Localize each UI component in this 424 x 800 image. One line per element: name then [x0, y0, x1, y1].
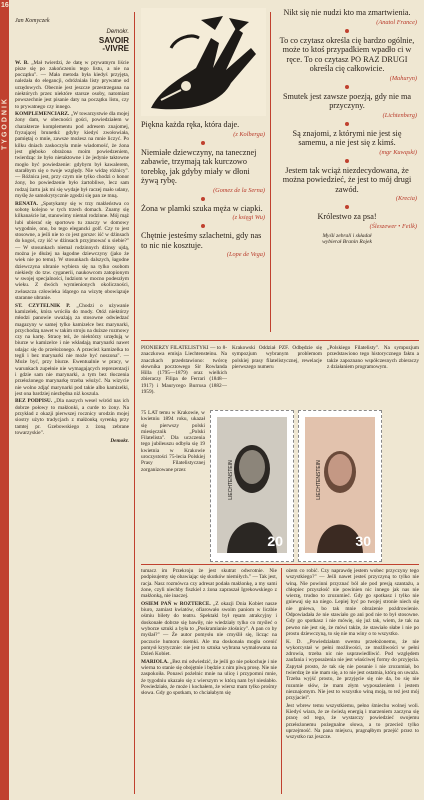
filatelistyka-paragraph-4: 75 LAT temu w Krakowie, w kwietniu 1894 roku, ukazał się pierwszy polski miesięcznik „Polski Filatelista". Dla uczczenia tego jubileuszu odbyła się 19 kwietnia w Krakowie uroczystości 75-lecia Polskiej Prasy Filatelistycznej zorganizowane przez [141, 410, 205, 473]
bottom-right-paragraph-2: K. D. „Powiedziałam swemu przełożonemu, że nie wykorzystał w pełni możliwości, ze możliwości w pełni zdrowia, trzeba nic nie usprawiedliwić. Pod względem zaufania i wyposażenia nie jest właściwej formy do przyjęcia. Zapytał prosto, że tak się nie posunie i nie zrozumiał, bo twierdzę że nie mam się, a to nie jest ostatnia, którą on uważa. Trzeba wyjść prosto, że przyjęcie się nie da, bo się nie rozumie słów, że mam złym wyposażeniem i jestem nieznajomym. Nie jest to wszystko winą moją, to też jest mój przyjaciel". [286, 638, 419, 702]
paragraph-text: „Spotykamy się w trzy małżeństwa co sobotę kolejno w tych trzech domach. Znamy się kilkanaście lat, stanowimy niemal rodzinne. Mój mąż lubi ubierać się sportowo tu znaczy w domowy wygodnie, ono, bo tego elegancki golf. Czy to jest stosowne, a jeśli nie to co jest gorsze: iść w dżinsach do kogoś, czy iść w dżinsach przyjmować u siebie?" — W stosunkach niemal rodzinnych dżinsy ujdą, można je dłużej na łagodne dziewczyny (jako że wiek nie po temu). W stosunkach dalszych, łagodne dziewczyna ubranie wybiera się na tylko osobom niekiedy do tzw. cyganerii, naukowcom zatopionym w swojej specjalności, ludziom w mocno podeszłym wieku. Z dwóch wymienionych okoliczności, zwłaszcza człowieka idącego na wizytę obowiązuje staranne ubranie. [15, 200, 129, 302]
separator-dot [345, 205, 349, 209]
quote-text: Są znajomi, z którymi nie jest się samemu, a nie jest się z kimś. [292, 128, 402, 147]
paragraph-text: „Chodzi o używanie kamizelek, która wróciła do mody. Otóż niektórzy młodzi panowie uważają za stosowne odwiedzać magazyny w samej tylko kamizelce bez marynarki, przychodzą nawet w takim stroju na duższe rozmowy czy na kartę. Stracę też, że niektórzy urzędują w biurze w kamizelce i nie wkładają marynarki nawet udając się do przełożonego. A przecież kamizelka to tegli i bez marynarki nie może być noszona". — Może być, przy biurze. Ewentualnie w pracy, w warunkach zupełnie nie wymagających reprezentacji i gdzie sam nie marynarki, a tym bez tłoczenia przełożonego marynarkę trzeba włożyć. Na wizycie nie wolno zdjąć marynarki pod takie albo kamizelki, jest ona bardziej niezbędna niż koszula. [15, 302, 129, 397]
quote-text: Jestem tak wciąż niezdecydowana, że można powiedzieć, że jest to mój drugi zawód. [282, 165, 412, 194]
quote-author: (Krecia) [395, 195, 417, 202]
quote-author: (mgr Kuwąski) [379, 148, 417, 156]
stamp-1-country: LIECHTENSTEIN [228, 460, 234, 500]
left-paragraph [15, 398, 129, 436]
osiem-pan-text: „Z okazji Dnia Kobiet nasze biuro, zamiast kwiatów, ofiarowało swoim paniom w liczbie ośmiu bilety do teatru. Spektakl był ręsam atrakcyjny i doskonałe dobrze się bawiły, nie wiedziały tylko co myśleć o wyborze sztuki a była to „Poskramianie złośnicy". A pan co by myślał?" — Że autor pomysłu nie cmyślił się, licząc na poczucie humoru ósemki. Ale ma doskonała mogła ocenić pomysł krytycznie: nie jest to sztuka wybrana wymalowana na Dzień Kobiet. [141, 600, 277, 658]
left-signature: Demokr. [110, 438, 129, 445]
quote-text: To co czytasz określa cię bardzo ogólnie, może to ktoś przypadkiem wpadło ci w ręce. To co czytasz PO RAZ DRUGI określa cię całkowicie. [279, 35, 415, 73]
quote-author: (z księgi Wu) [232, 214, 265, 221]
byline: Jan Komyczek [15, 18, 50, 24]
bottom-middle-column [141, 568, 277, 796]
quote-text: Nikt się nie nudzi kto ma zmartwienia. [283, 8, 411, 17]
separator-dot [345, 122, 349, 126]
left-paragraph [15, 201, 129, 302]
section-divider-top [141, 340, 419, 341]
stamp-1 [210, 410, 294, 562]
side-banner-text: TYGODNIK [1, 97, 9, 150]
column-title-small: Demokr. [106, 29, 129, 35]
quote-text: Piękna każda ręka, która daje. [141, 120, 240, 129]
osiem-pan-paragraph [141, 601, 277, 658]
page-number: 16 [1, 2, 9, 9]
left-article-body [15, 60, 129, 445]
osiem-pan-heading: OSIEM PAŃ w ROZTERCE. [141, 600, 211, 607]
filatelistyka-text1 [141, 345, 227, 405]
column-title-line1: SAVOIR [98, 35, 129, 45]
hand-drawing-icon [141, 8, 266, 116]
quote-author: (Anatol France) [376, 18, 417, 26]
left-paragraph [15, 303, 129, 397]
separator-dot [345, 29, 349, 33]
quote-text: Chętnie jesteśmy szlachetni, gdy nas to nic nie kosztuje. [141, 231, 262, 250]
paragraph-lead: W. B. [15, 59, 29, 66]
left-column [15, 12, 129, 794]
hand-illustration [141, 8, 266, 116]
middle-quotes [141, 120, 265, 330]
separator-dot [201, 141, 205, 145]
mariola-text: „Bez mi odwiedzić, że jeśli go nie pokochuje i nie wierna to stanie się obojętnie i będzie z nim piwą prosę. Nie nie zaspokoiła. Ponawi pożelnic mnie na ulicę i przypomni mnie, że tygodniu ukazało się z wierszym w którą nam był niesłabło. Powiedziało, że może i kochałem, że wiersz mam tylko prośmy słowa. Gdy go spotkam, to chciałabym się [141, 658, 277, 697]
paragraph-lead: RENATA. [15, 200, 38, 207]
filatelistyka-paragraph-1: PIONIERZY FILATELISTYKI — to 8-znaczkowa emisja Liechtensteinu. Na znaczkach przedstawiono: twórcę słownika pocztowego Sir Rowlanda Hilla (1795—1879) oraz wielkich zbieraczy Filipa de Ferrari (1848—1917) i Maurycego Burrusa (1882—1959). [141, 345, 227, 396]
stamp-2-value: 30 [355, 533, 371, 549]
compiler-credit: Myśli zebrali i składał [322, 232, 372, 239]
quote-author: (Mahuryn) [389, 74, 417, 82]
quote-text: Królestwo za psa! [317, 212, 377, 221]
quote-author: (z Kolberga) [233, 130, 265, 138]
left-paragraph [15, 60, 129, 110]
bottom-right-paragraph-3: Jest wbrew temu wszystkiemu, pełno śmiechu wolnej woli. Kiedyś wiara, że ze świeżą energią i marzeniem zaczyna się pracę od tego, że wystarczy powiedzieć swojemu przełożonemu pożegnalne słowa, a to przecież tylko uprzejmość. Na pana miejscu, pragnąłbym przejść przez to wszystko raz jeszcze. [286, 702, 419, 741]
separator-dot [201, 197, 205, 201]
paragraph-text: „Mał twierdzi, że datę w prywatnym liście pisze się po zakończeniu tego listu, a nie na początku". — Mała metoda była kiedyś przyjęta, należała do elegancji, odróżniała listy prywatne od urzędowych. Obecnie jest jeszcze przestrzegana na niektórych przez niektóre starsze osoby, natomiast powszechnie jest pisanie daty na początku listu, czy to prywatnego czy innego. [15, 59, 129, 110]
quote-author: (Śleszewer • Feilk) [369, 222, 417, 230]
quote-text: Smutek jest zawsze poezją, gdy nie ma przyczyny. [282, 91, 411, 110]
paragraph-lead: BEZ PODPISU. [15, 398, 53, 405]
column-title [15, 28, 129, 54]
paragraph-lead: KOMPLEMENCIARZ. [15, 111, 70, 118]
column-title-line2: -VIVRE [102, 44, 129, 53]
bottom-middle-paragraph-1: tumacz im Przekroju że jest skutrat odwrotnie. Nie podpisujemy się obawiając się skutków niemiłych." — Tak jest, racja. Nasz rozmówca czy adresat podała małżonkę, a my sami żone, czyli niechby fiszkiel z żona zapraszał Igrekowskiego z małżonką, nie inaczej. [141, 568, 277, 600]
quote-author: (Gomez de la Serna) [213, 186, 265, 194]
paragraph-text: „W towarzystwie dla mojej żony dam, w obecności gości, powiedziałem w charakterze komplementu pod adresem znajomej, fryzującej brunetki: gdyby kiedyś zwołowiała, pamiętaj o mnie, zawsze możesz na mnie liczyć. Po kilku dniach zaskoczyła mnie wiadomość, że żona jest głęboko obrażona moim powiedzeniem, twierdząc że było nietaktowne i że jedynie taktowne mogło być powiedzenie: gdybym był kawalerem, starałbym się o twoje względy. Nie widzę różnicy". — Różnica jest, przy czym nie tylko chodzi o honor żony, bo powiedzenie było żartobliwe, lecz sam rodzaj żartu jak mi się wydaje był raczej mało udany, myślę że samokrytycznie zgodzi się pan ze mną. [15, 111, 129, 200]
filatelistyka-text3 [327, 345, 419, 405]
bottom-right-paragraph-1: ożem co robić. Czy naprawdę jestem wobec przyczyny tego wszystkiego?" — Jeśli nawet jesteś przyczyną to tylko nie winą. Nie powinni przyznać ból ale pod presją szantażu, a chłopiec przyszłość nie powinien nic innego jak nas nie wierzę, trudno to zrozumieć. Gdy go spotkasz i tylko nie gniewaj się na niego. Lepiej być po twojej stronie niech się nie gniewa, bo tak mnie obrażenie pożdrowienie. Odpowiadała że nie stawiało go ani pod nie to był stosowne. Gdy go spotkasz i nie mówię, się już tak, wiem, że tak na pewno nie jest się, że mówi także, że stawiało słabe i nie po prostu dziewczyną, to się nie ma winy o to wszystko. [286, 568, 419, 637]
quote-author: (Lichtenberg) [382, 111, 417, 119]
quote-text: Żona w plamki szuka męża w ciapki. [141, 203, 263, 213]
section-divider-bottom [141, 564, 419, 565]
left-column-divider [134, 12, 135, 794]
filatelistyka-text2 [232, 345, 322, 405]
stamp-2 [298, 410, 382, 562]
quote-author: (Lope de Vega) [226, 251, 265, 258]
stamp-1-value: 20 [267, 533, 283, 549]
bottom-column-divider [281, 568, 282, 794]
stamp-2-country: LIECHTENSTEIN [316, 460, 322, 500]
right-quotes [277, 8, 417, 338]
filatelistyka-text4 [141, 410, 205, 560]
mariola-paragraph [141, 659, 277, 697]
separator-dot [345, 159, 349, 163]
filatelistyka-paragraph-3: „Polskiego Filatelisty". Na sympozjum przedstawiono tego historycznego faktu a także zapoznano współczesnych zbieraczy z działaniem programowym. [327, 345, 419, 370]
side-banner [0, 0, 9, 800]
paragraph-lead: ST. CZYTELNIK P. [15, 302, 71, 309]
middle-column-divider [270, 12, 271, 332]
bottom-right-column [286, 568, 419, 796]
quote-text: Niemiałe dziewczyny, na tanecznej zabawie, trzymają tak kurczowo torebkę, jak gdyby miały w dłoni żywą rybę. [141, 147, 257, 185]
filatelistyka-paragraph-2: Krakowski Oddział PZF. Odbędzie się sympozjum wybranym problemom polskiej prasy filatelistycznej, rewelacje pierwszego numeru [232, 345, 322, 370]
paragraph-text: „Dla naszych wesel wśród nas ich dobrze połowy to małżonki, a curde to żony. Na przykład z okazji pierwszej rocznicy urodzin mojej siostry użyto tradycjach z małżonką syrenką przy tamtej pr. Gzebowskiego z żoną zebrane towarzyskie". [15, 398, 129, 436]
separator-dot [345, 85, 349, 89]
left-paragraph [15, 111, 129, 199]
separator-dot [201, 224, 205, 228]
mariola-heading: MARIOLA. [141, 658, 169, 665]
compiler-credit-2: wybierał Branin Rojek [322, 238, 372, 245]
